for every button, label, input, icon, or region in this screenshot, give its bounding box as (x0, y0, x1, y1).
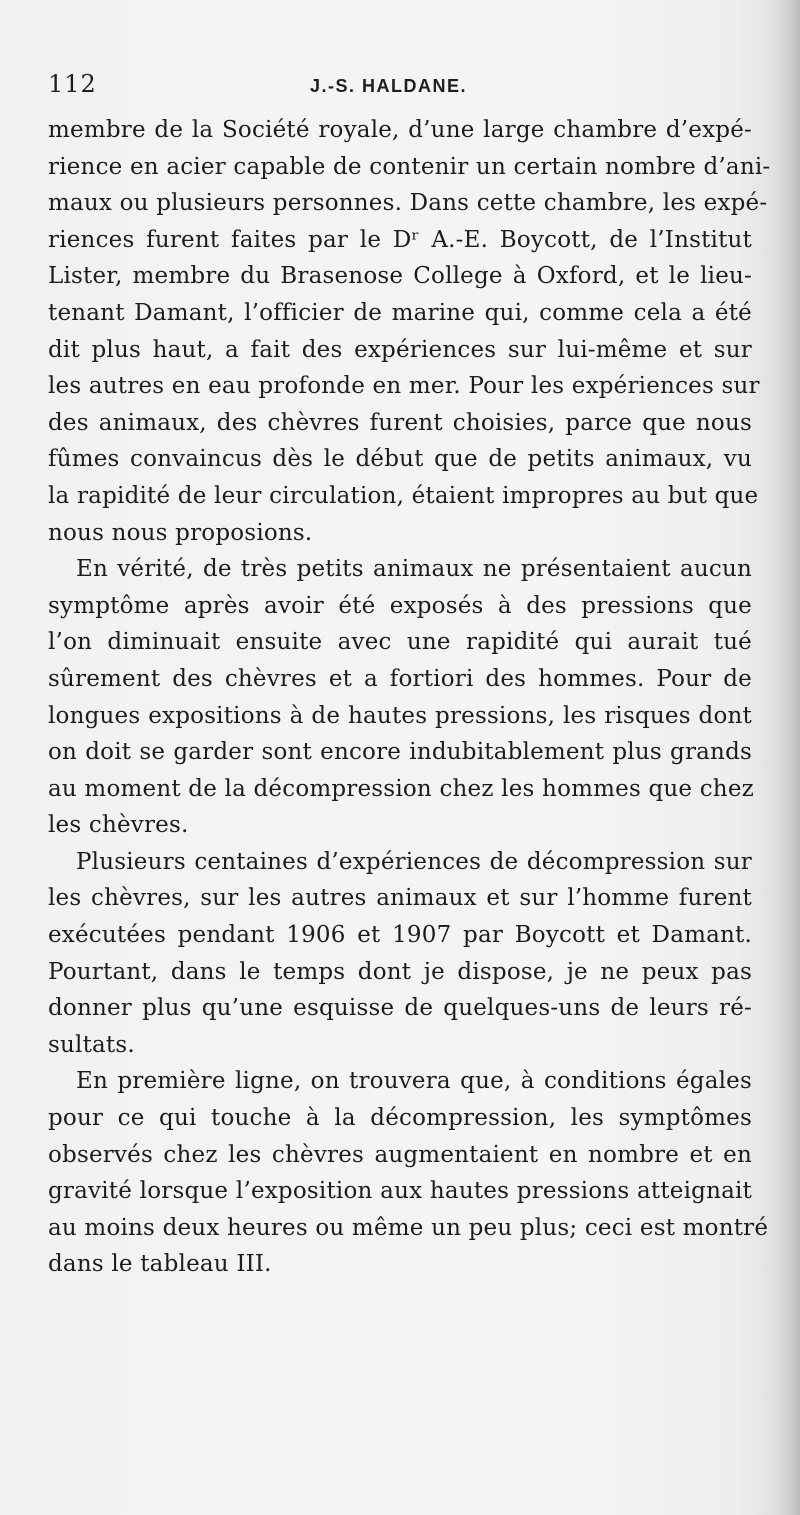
text-line: symptôme après avoir été exposés à des pressions que (48, 592, 752, 619)
text-line: l’on diminuait ensuite avec une rapidité qui aurait tué (48, 629, 752, 656)
text-line: au moment de la décompression chez les hommes que chez (48, 775, 754, 802)
page-header (48, 70, 752, 100)
text-line: maux ou plusieurs personnes. Dans cette chambre, les expé- (48, 190, 768, 217)
text-line: les chèvres. (48, 812, 189, 839)
body-text (48, 112, 771, 1283)
text-line: pour ce qui touche à la décompression, les symptômes (48, 1105, 752, 1132)
text-line: En vérité, de très petits animaux ne présentaient aucun (76, 556, 752, 583)
text-line: au moins deux heures ou même un peu plus; ceci est montré (48, 1214, 769, 1241)
text-line: fûmes convaincus dès le début que de petits animaux, vu (48, 446, 752, 473)
text-line: observés chez les chèvres augmentaient en nombre et en (48, 1141, 752, 1168)
page-edge-shadow (772, 0, 800, 1515)
text-line: tenant Damant, l’officier de marine qui, comme cela a été (48, 299, 752, 326)
text-line: les chèvres, sur les autres animaux et sur l’homme furent (48, 885, 752, 912)
text-line: les autres en eau profonde en mer. Pour les expériences sur (48, 373, 760, 400)
text-line: gravité lorsque l’exposition aux hautes pressions atteignait (48, 1178, 752, 1205)
text-line: nous nous proposions. (48, 519, 313, 546)
text-line: exécutées pendant 1906 et 1907 par Boycott et Damant. (48, 922, 752, 949)
text-line: des animaux, des chèvres furent choisies, parce que nous (48, 409, 752, 436)
text-line: sûrement des chèvres et a fortiori des hommes. Pour de (48, 665, 752, 692)
text-line: Plusieurs centaines d’expériences de décompression sur (76, 848, 752, 875)
text-line: rience en acier capable de contenir un certain nombre d’ani- (48, 153, 771, 180)
text-line: Lister, membre du Brasenose College à Oxford, et le lieu- (48, 263, 752, 290)
text-line: on doit se garder sont encore indubitablement plus grands (48, 739, 752, 766)
text-line: donner plus qu’une esquisse de quelques-uns de leurs ré- (48, 995, 752, 1022)
text-line: riences furent faites par le Dʳ A.-E. Boycott, de l’Institut (48, 226, 752, 253)
text-line: membre de la Société royale, d’une large chambre d’expé- (48, 117, 752, 143)
page-number: 112 (48, 70, 97, 98)
text-line: Pourtant, dans le temps dont je dispose, je ne peux pas (48, 958, 752, 985)
text-line: En première ligne, on trouvera que, à conditions égales (76, 1068, 752, 1095)
text-line: dit plus haut, a fait des expériences sur lui-même et sur (48, 336, 752, 363)
text-line: sultats. (48, 1031, 135, 1058)
text-line: longues expositions à de hautes pressions, les risques dont (48, 702, 752, 729)
text-line: dans le tableau III. (48, 1251, 272, 1278)
running-head: J.-S. HALDANE. (310, 76, 468, 96)
text-line: la rapidité de leur circulation, étaient impropres au but que (48, 482, 759, 509)
